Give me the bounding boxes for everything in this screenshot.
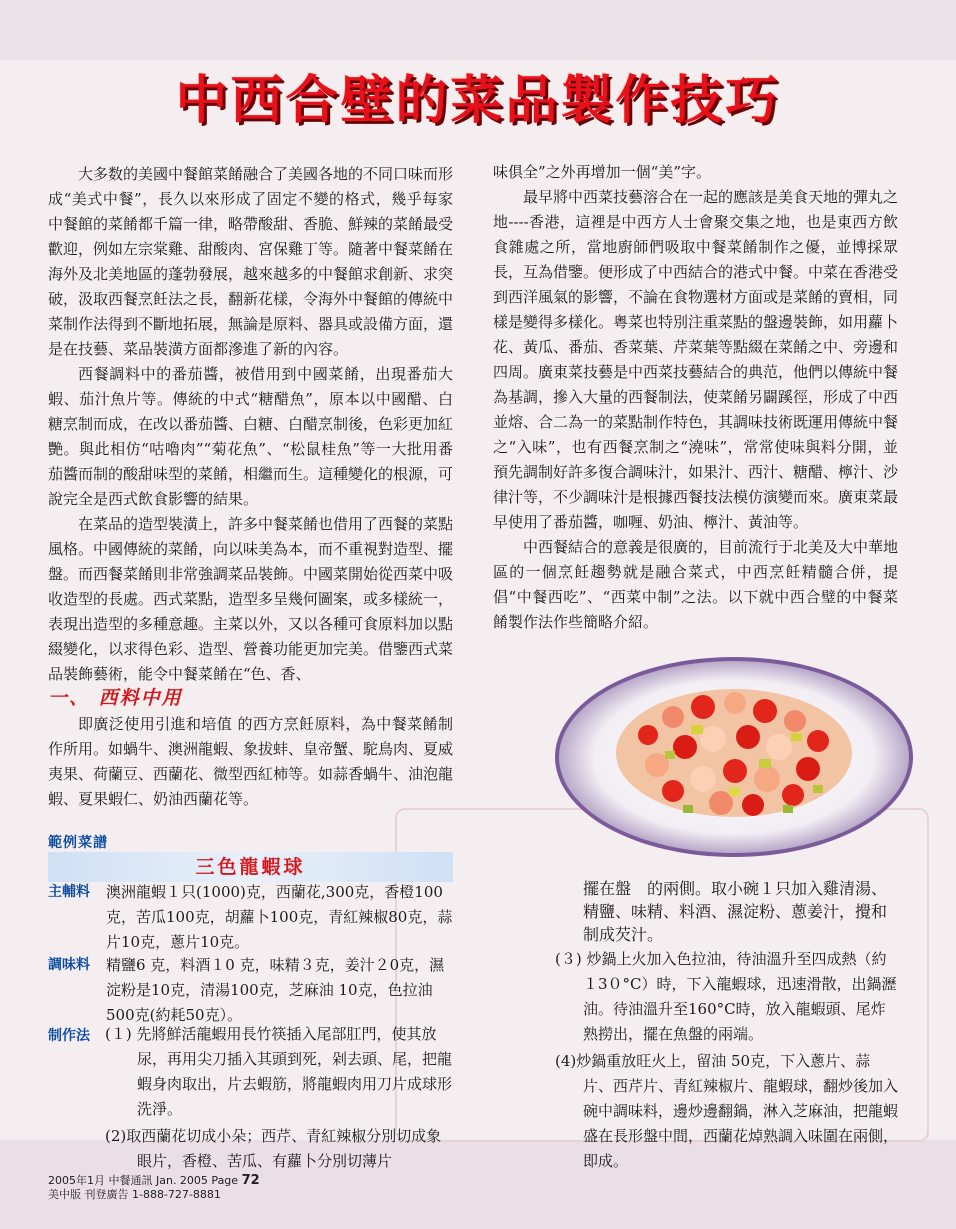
footer-line-1	[48, 1174, 260, 1188]
right-column	[493, 160, 898, 635]
method-steps-left	[105, 1022, 455, 1174]
method-step-2: (2)取西蘭花切成小朵；西芹、青紅辣椒分別切成象眼片，香橙、苦瓜、有蘿卜分別切薄片	[105, 1127, 442, 1170]
method-step-4: (4)炒鍋重放旺火上，留油 50克，下入蔥片、蒜片、西芹片、青紅辣椒片、龍蝦球，翻炒後加入碗中調味料，邊炒邊翻鍋，淋入芝麻油，把龍蝦盛在長形盤中間，西蘭花焯熟調入味圍在兩側，即成。	[555, 1052, 899, 1170]
paragraph-1: 大多数的美國中餐館菜餚融合了美國各地的不同口味而形成“美式中餐”，長久以來形成了固定不變的格式，幾乎每家中餐館的菜餚都千篇一律，略帶酸甜、香脆、鮮辣的菜餚最受歡迎，例如左宗棠雞、甜酸肉、宮保雞丁等。隨著中餐菜餚在海外及北美地區的蓬勃發展，越來越多的中餐館求創新、求突破，汲取西餐烹飪法之長，翻新花樣，令海外中餐館的傳統中菜制作法得到不斷地拓展，無論是原料、器具或設備方面，還是在技藝、菜品裝潢方面都滲進了新的內容。	[48, 165, 454, 358]
method-steps-right	[555, 876, 900, 1174]
paragraph-2: 西餐調料中的番茄醬，被借用到中國菜餚，出現番茄大蝦、茄汁魚片等。傳統的中式“糖醋魚”，原本以中國醋、白糖烹制而成，在改以番茄醬、白糖、白醋烹制後，色彩更加紅艷。與此相仿“咕嚕肉”“菊花魚”、“松鼠桂魚”等一大批用番茄醬而制的酸甜味型的菜餚，相繼而生。這種變化的根源，可說完全是西式飲食影響的結果。	[48, 365, 454, 508]
seasonings-row	[48, 953, 458, 1028]
method-step-3: (３) 炒鍋上火加入色拉油，待油溫升至四成熱（約１3０°C）時，下入龍蝦球，迅速滑散，出鍋瀝油。待油溫升至160°C時，放入龍蝦頭、尾炸熟撈出，擺在魚盤的兩端。	[555, 950, 897, 1043]
method-step-1: (１) 先將鮮活龍蝦用長竹筷插入尾部肛門，使其放尿，再用尖刀插入其頭到死，剁去頭、尾，把龍蝦身肉取出，片去蝦筋，將龍蝦肉用刀片成球形洗淨。	[105, 1025, 453, 1118]
section-paragraph: 即廣泛使用引進和培值 的西方烹飪原料，為中餐菜餚制作所用。如蝸牛、澳洲龍蝦、象拔蚌、皇帝蟹、駝鳥肉、夏威夷果、荷蘭豆、西蘭花、微型西紅柿等。如蒜香蝸牛、油泡龍蝦、夏果蝦仁、奶油西蘭花等。	[48, 715, 454, 808]
dish-photo	[553, 655, 915, 859]
shrimp-dish-food	[616, 689, 852, 817]
main-ingredients-row	[48, 880, 458, 955]
footer-line-2: 美中版 刊登廣告 1-888-727-8881	[48, 1188, 221, 1201]
recipe-label: 範例菜譜	[48, 835, 108, 851]
page-number: 72	[241, 1173, 260, 1188]
section-heading: 一、 西料中用	[48, 687, 183, 709]
footer-date-issue: 2005年1月 中餐通訊 Jan. 2005 Page	[48, 1174, 242, 1187]
seasonings-label: 調味料	[48, 957, 90, 973]
background-band-top	[0, 0, 956, 60]
paragraph-3: 在菜品的造型裝潢上，許多中餐菜餚也借用了西餐的菜點風格。中國傳統的菜餚，向以味美為本，而不重視對造型、擺盤。而西餐菜餚則非常強調菜品裝飾。中國菜開始從西菜中吸收造型的長處。西式菜點，造型多呈幾何圖案，或多樣統一，表現出造型的多種意趣。主菜以外，又以各種可食原料加以點綴變化，以求得色彩、造型、營養功能更加完美。借鑒西式菜品裝飾藝術，能令中餐菜餚在“色、香、	[48, 515, 454, 683]
seasonings-text: 精鹽6 克，料酒１0 克，味精３克，姜汁２0克，濕淀粉是10克，清湯100克，芝麻油 10克，色拉油 500克(約耗50克）。	[106, 956, 445, 1024]
page-title: 中西合壁的菜品製作技巧	[175, 71, 781, 131]
page-footer	[48, 1174, 260, 1202]
method-step-2-continuation: 擺在盤 的兩側。取小碗１只加入雞清湯、精鹽、味精、料酒、濕淀粉、蔥姜汁，攪和制成芡汁。	[583, 879, 888, 944]
method-label: 制作法	[48, 1028, 90, 1044]
paragraph-5: 中西餐結合的意義是很廣的，目前流行于北美及大中華地區的一個烹飪趨勢就是融合菜式，中西烹飪精髓合併，提倡“中餐西吃”、“西菜中制”之法。以下就中西合璧的中餐菜餚製作法作些簡略介紹。	[493, 538, 899, 631]
paragraph-4: 最早將中西菜技藝溶合在一起的應該是美食天地的彈丸之地----香港，這裡是中西方人士會聚交集之地，也是東西方飲食雜處之所，當地廚師們吸取中餐菜餚制作之優，並博採眾長，互為借鑒。便形成了中西結合的港式中餐。中菜在香港受到西洋風氣的影響，不論在食物選材方面或是菜餚的賣相，同樣是變得多樣化。粵菜也特別注重菜點的盤邊裝飾，如用蘿卜花、黃瓜、番茄、香菜葉、芹菜葉等點綴在菜餚之中、旁邊和四周。廣東菜技藝是中西菜技藝結合的典范，他們以傳統中餐為基調，摻入大量的西餐制法，使菜餚另闢蹊徑，形成了中西並熔、合二為一的菜點制作特色，其調味技術既運用傳統中餐之“入味”，也有西餐烹制之“澆味”，常常使味與料分開，並預先調制好許多復合調味汁，如果汁、西汁、糖醋、檸汁、沙律汁等，不少調味汁是根據西餐技法模仿演變而來。廣東菜最早使用了番茄醬，咖喱、奶油、檸汁、黃油等。	[493, 188, 899, 531]
left-column	[48, 162, 453, 687]
section-body	[48, 712, 453, 812]
main-ingredients-text: 澳洲龍蝦１只(1000)克，西蘭花,300克，香橙100克，苦瓜100克，胡蘿卜100克，青紅辣椒80克，蒜片10克，蔥片10克。	[106, 883, 453, 951]
paragraph-continuation: 味俱全”之外再增加一個“美”字。	[493, 163, 712, 181]
recipe-title: 三色龍蝦球	[195, 856, 306, 878]
main-ingredients-label: 主輔料	[48, 884, 90, 900]
